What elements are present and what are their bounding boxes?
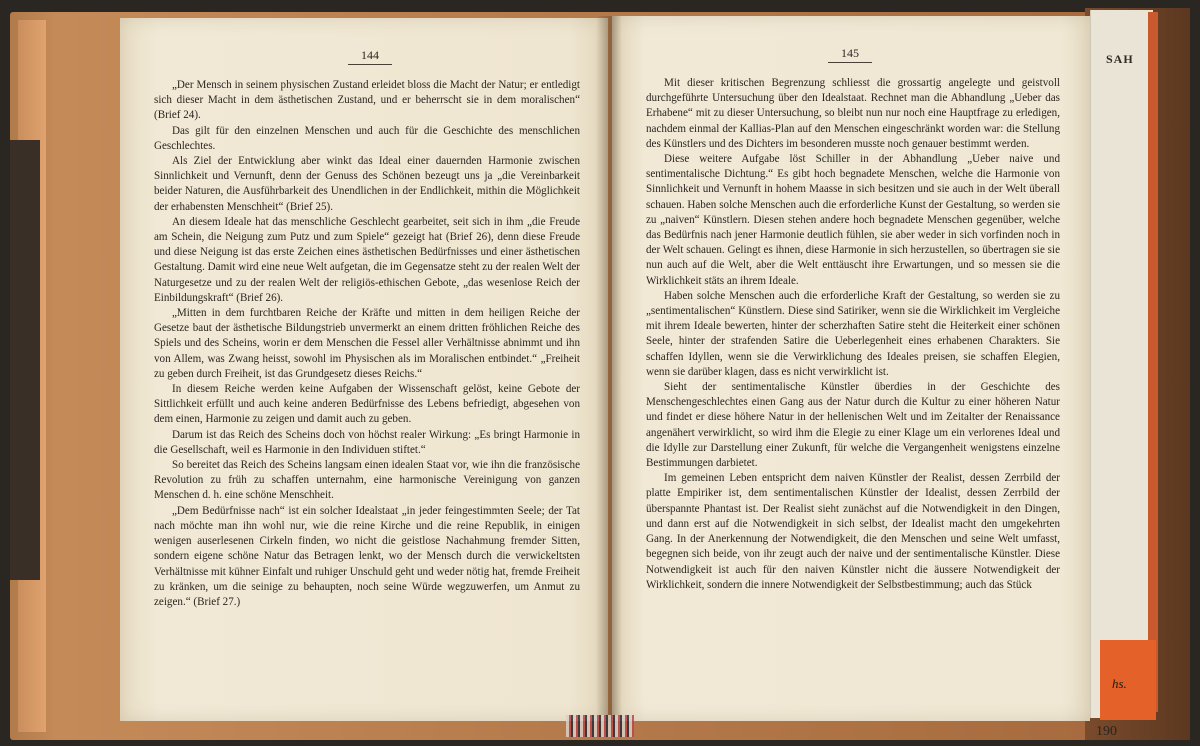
page-number: 145 [841, 46, 859, 60]
tab-handwriting: hs. [1112, 676, 1127, 691]
page-number: 144 [361, 48, 379, 62]
paragraph: Mit dieser kritischen Begrenzung schliesst die grossartig angelegte und geistvoll durchgeführte Untersuchung über den Idealstaat. Rechnet man die Abhandlung „Ueber das Erhabene“ mit zu dieser Untersuchung, so bleibt nun nur noch eine Hauptfrage zu erledigen, nachdem einmal der Kallias-Plan auf den Menschen eingeschränkt worden war: die Stellung des Künstlers und des Dichters im besonderen musste noch genauer bestimmt werden. [646, 77, 1060, 150]
paragraph: An diesem Ideale hat das menschliche Geschlecht gearbeitet, seit sich in ihm „die Freude am Schein, die Neigung zum Putz und zum Spiele“ gezeigt hat (Brief 26), denn diese Freude und diese Neigung ist das erste Zeichen eines ästhetischen Bedürfnisses und einer ästhetischen Gestaltung. Damit wird eine neue Welt aufgetan, die im Gegensatze steht zu der realen Welt der Naturgesetze und zu der realen Welt der religiös-ethischen Gebote, „das wesenlose Reich der Einbildungskraft“ (Brief 26). [154, 215, 580, 304]
paragraph: Als Ziel der Entwicklung aber winkt das Ideal einer dauernden Harmonie zwischen Sinnlichkeit und Vernunft, denn der Genuss des Schönen bezeugt uns ja „die Vereinbarkeit beider Naturen, die Ausführbarkeit des Unendlichen in der Endlichkeit, mithin die Möglichkeit der erhabensten Menschheit“ (Brief 25). [154, 155, 580, 213]
paragraph: „Der Mensch in seinem physischen Zustand erleidet bloss die Macht der Natur; er entledigt sich dieser Macht in dem ästhetischen Zustand, und er beherrscht sie in dem moralischen“ (Brief 24). [154, 79, 580, 122]
paragraph: „Dem Bedürfnisse nach“ ist ein solcher Idealstaat „in jeder feingestimmten Seele; der Tat nach möchte man ihn wohl nur, wie die reine Kirche und die reine Republik, in einigen wenigen auserlesenen Cirkeln finden, wo nicht die geistlose Nachahmung fremder Sitten, sondern eigene schöne Natur das Betragen lenkt, wo der Mensch durch die verwickeltsten Verhältnisse mit kühner Einfalt und ruhiger Unschuld geht und weder nötig hat, fremde Freiheit zu kränken, um die seinige zu behaupten, noch seine Würde wegzuwerfen, um Anmut zu zeigen.“ (Brief 27.) [154, 504, 580, 608]
right-page-text [646, 76, 1060, 593]
left-page [120, 18, 608, 721]
bottom-number: 190 [1096, 724, 1117, 739]
bookmark-ribbon [566, 715, 634, 737]
paragraph: In diesem Reiche werden keine Aufgaben der Wissenschaft gelöst, keine Gebote der Sittlichkeit erfüllt und auch keine anderen Bedürfnisse des Lebens befriedigt, abgesehen von dem einen, Harmonie zu zeigen und damit auch zu geben. [154, 383, 580, 426]
page-number-rule [828, 62, 872, 63]
paragraph: Sieht der sentimentalische Künstler überdies in der Geschichte des Menschengeschlechtes einen Gang aus der Natur durch die Kultur zu einer höheren Natur und findet er diese höhere Natur in der hellenischen Welt und im Zeitalter der Renaissance angenähert verwirklicht, so wird ihm die Elegie zu einer Klage um ein verlorenes Ideal und die Idylle zur Darstellung einer Zukunft, für welche die Vergangenheit wenigstens einzelne Bestimmungen darbietet. [646, 381, 1060, 470]
paragraph: Haben solche Menschen auch die erforderliche Kraft der Gestaltung, so werden sie zu „sentimentalischen“ Künstlern. Diese sind Satiriker, wenn sie die Wirklichkeit im Vergleiche mit ihrem Ideale bewerten, hinter der scherzhaften Satire steht die Heiterkeit einer schönen Seele, hinter der strafenden Satire die Ueberlegenheit eines erhabenen Charakters. Sie schaffen Idyllen, wenn sie die Verwirklichung des Ideales preisen, sie schaffen Elegien, wenn sie darüber klagen, dass es nicht verwirklicht ist. [646, 289, 1060, 378]
paragraph: Im gemeinen Leben entspricht dem naiven Künstler der Realist, dessen Zerrbild der platte Empiriker ist, dem sentimentalischen Künstler der Idealist, dessen Zerrbild der überspannte Phantast ist. Der Realist sieht zunächst auf die Notwendigkeit in den Dingen, und dann erst auf die Notwendigkeit in sich selbst, der Idealist macht den umgekehrten Gang. In der Anerkennung der Notwendigkeit, die den Menschen und seine Welt umfasst, begegnen sich beide, von ihr zeugt auch der naive und der sentimentalische Künstler. Diese Notwendigkeit ist auch für den naiven Künstler nicht die äussere Notwendigkeit der Wirklichkeit, sondern die innere Notwendigkeit der Selbstbestimmung; auch das Stück [646, 472, 1060, 591]
right-page [612, 16, 1090, 721]
paragraph: Darum ist das Reich des Scheins doch von höchst realer Wirkung: „Es bringt Harmonie in die Gesellschaft, weil es Harmonie in den Individuen stiftet.“ [154, 428, 580, 456]
paragraph: „Mitten in dem furchtbaren Reiche der Kräfte und mitten in dem heiligen Reiche der Gesetze baut der ästhetische Bildungstrieb unvermerkt an einem dritten fröhlichen Reiche des Spiels und des Scheins, worin er dem Menschen die Fessel aller Verhältnisse abnimmt und ihn von Allem, was Zwang heisst, sowohl im Physischen als im Moralischen entbindet.“ „Freiheit zu geben durch Freiheit, ist das Grundgesetz dieses Reichs.“ [154, 307, 580, 380]
insert-label: SAH [1106, 52, 1134, 66]
book-gutter [596, 16, 622, 722]
cover-shadow [10, 140, 40, 580]
faded-stamp [1098, 280, 1150, 440]
paragraph: Diese weitere Aufgabe löst Schiller in der Abhandlung „Ueber naive und sentimentalische Dichtung.“ Es gibt hoch begnadete Menschen, welche die Harmonie von Sinnlichkeit und Vernunft in hohem Maasse in sich besitzen und sie auch in der Welt überall schauen. Haben solche Menschen auch die erforderliche Kunst der Gestaltung, so werden sie zu „naiven“ Künstlern. Diesen stehen andere hoch begnadete Menschen gegenüber, welche das Bedürfnis nach jener Harmonie deutlich fühlen, sie aber weder in sich vorfinden noch in der Welt schauen. Gelingt es ihnen, diese Harmonie in sich herzustellen, so übertragen sie sie nun auch auf die Welt, aber die Welt enttäuscht ihre Erwartungen, und so messen sie die Wirklichkeit stäts an ihrem Ideale. [646, 153, 1060, 287]
paragraph: Das gilt für den einzelnen Menschen und auch für die Geschichte des menschlichen Geschlechtes. [154, 124, 580, 152]
page-number-rule [348, 64, 392, 65]
paragraph: So bereitet das Reich des Scheins langsam einen idealen Staat vor, wie ihn die französische Revolution zu früh zu schaffen unternahm, eine harmonische Vereinigung von ganzen Menschen d. h. eine schöne Menschheit. [154, 459, 580, 502]
red-strip [1148, 12, 1158, 712]
left-page-text [154, 78, 580, 610]
orange-tab [1100, 640, 1156, 720]
